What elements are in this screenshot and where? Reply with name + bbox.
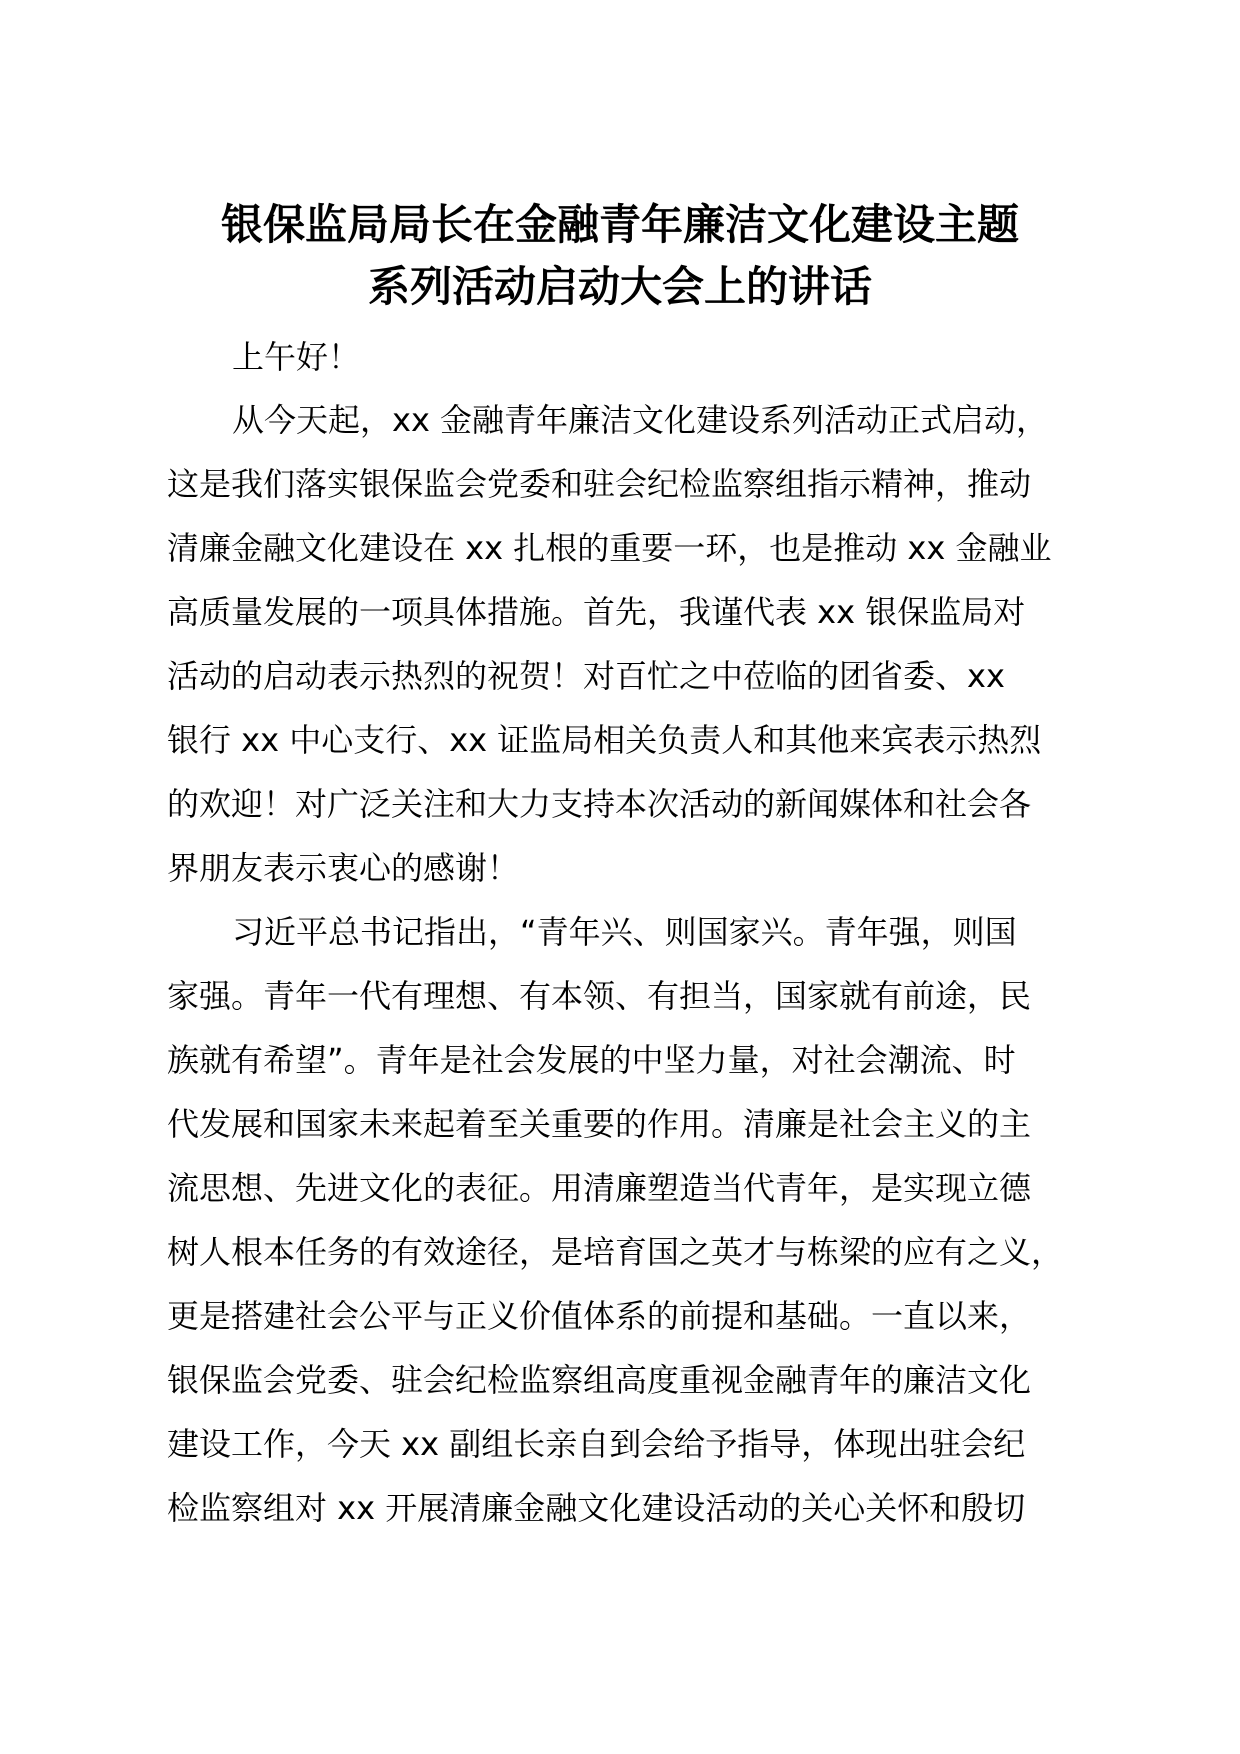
paragraph-line: 这是我们落实银保监会党委和驻会纪检监察组指示精神，推动 <box>167 465 1032 503</box>
paragraph-line: 习近平总书记指出，“青年兴、则国家兴。青年强，则国 <box>232 913 1017 951</box>
greeting-line: 上午好！ <box>232 338 361 376</box>
paragraph-line: 银行 xx 中心支行、xx 证监局相关负责人和其他来宾表示热烈 <box>167 721 1042 759</box>
paragraph-line: 更是搭建社会公平与正义价值体系的前提和基础。一直以来， <box>167 1297 1032 1335</box>
paragraph-line: 检监察组对 xx 开展清廉金融文化建设活动的关心关怀和殷切 <box>167 1489 1026 1527</box>
document-title-line-2: 系列活动启动大会上的讲话 <box>367 262 872 311</box>
paragraph-line: 族就有希望”。青年是社会发展的中坚力量，对社会潮流、时 <box>167 1041 1016 1079</box>
paragraph-line: 的欢迎！对广泛关注和大力支持本次活动的新闻媒体和社会各 <box>167 785 1032 823</box>
paragraph-line: 活动的启动表示热烈的祝贺！对百忙之中莅临的团省委、xx <box>167 657 1005 695</box>
paragraph-line: 银保监会党委、驻会纪检监察组高度重视金融青年的廉洁文化 <box>167 1361 1032 1399</box>
paragraph-line: 家强。青年一代有理想、有本领、有担当，国家就有前途，民 <box>167 977 1032 1015</box>
document-title-line-1: 银保监局局长在金融青年廉洁文化建设主题 <box>220 200 1019 249</box>
paragraph-line: 界朋友表示衷心的感谢！ <box>167 849 520 887</box>
paragraph-line: 建设工作，今天 xx 副组长亲自到会给予指导，体现出驻会纪 <box>167 1425 1026 1463</box>
paragraph-line: 代发展和国家未来起着至关重要的作用。清廉是社会主义的主 <box>167 1105 1032 1143</box>
paragraph-line: 流思想、先进文化的表征。用清廉塑造当代青年，是实现立德 <box>167 1169 1032 1207</box>
paragraph-line: 高质量发展的一项具体措施。首先，我谨代表 xx 银保监局对 <box>167 593 1026 631</box>
paragraph-line: 清廉金融文化建设在 xx 扎根的重要一环，也是推动 xx 金融业 <box>167 529 1052 567</box>
paragraph-line: 树人根本任务的有效途径，是培育国之英才与栋梁的应有之义， <box>167 1233 1064 1271</box>
paragraph-line: 从今天起，xx 金融青年廉洁文化建设系列活动正式启动， <box>232 401 1049 439</box>
